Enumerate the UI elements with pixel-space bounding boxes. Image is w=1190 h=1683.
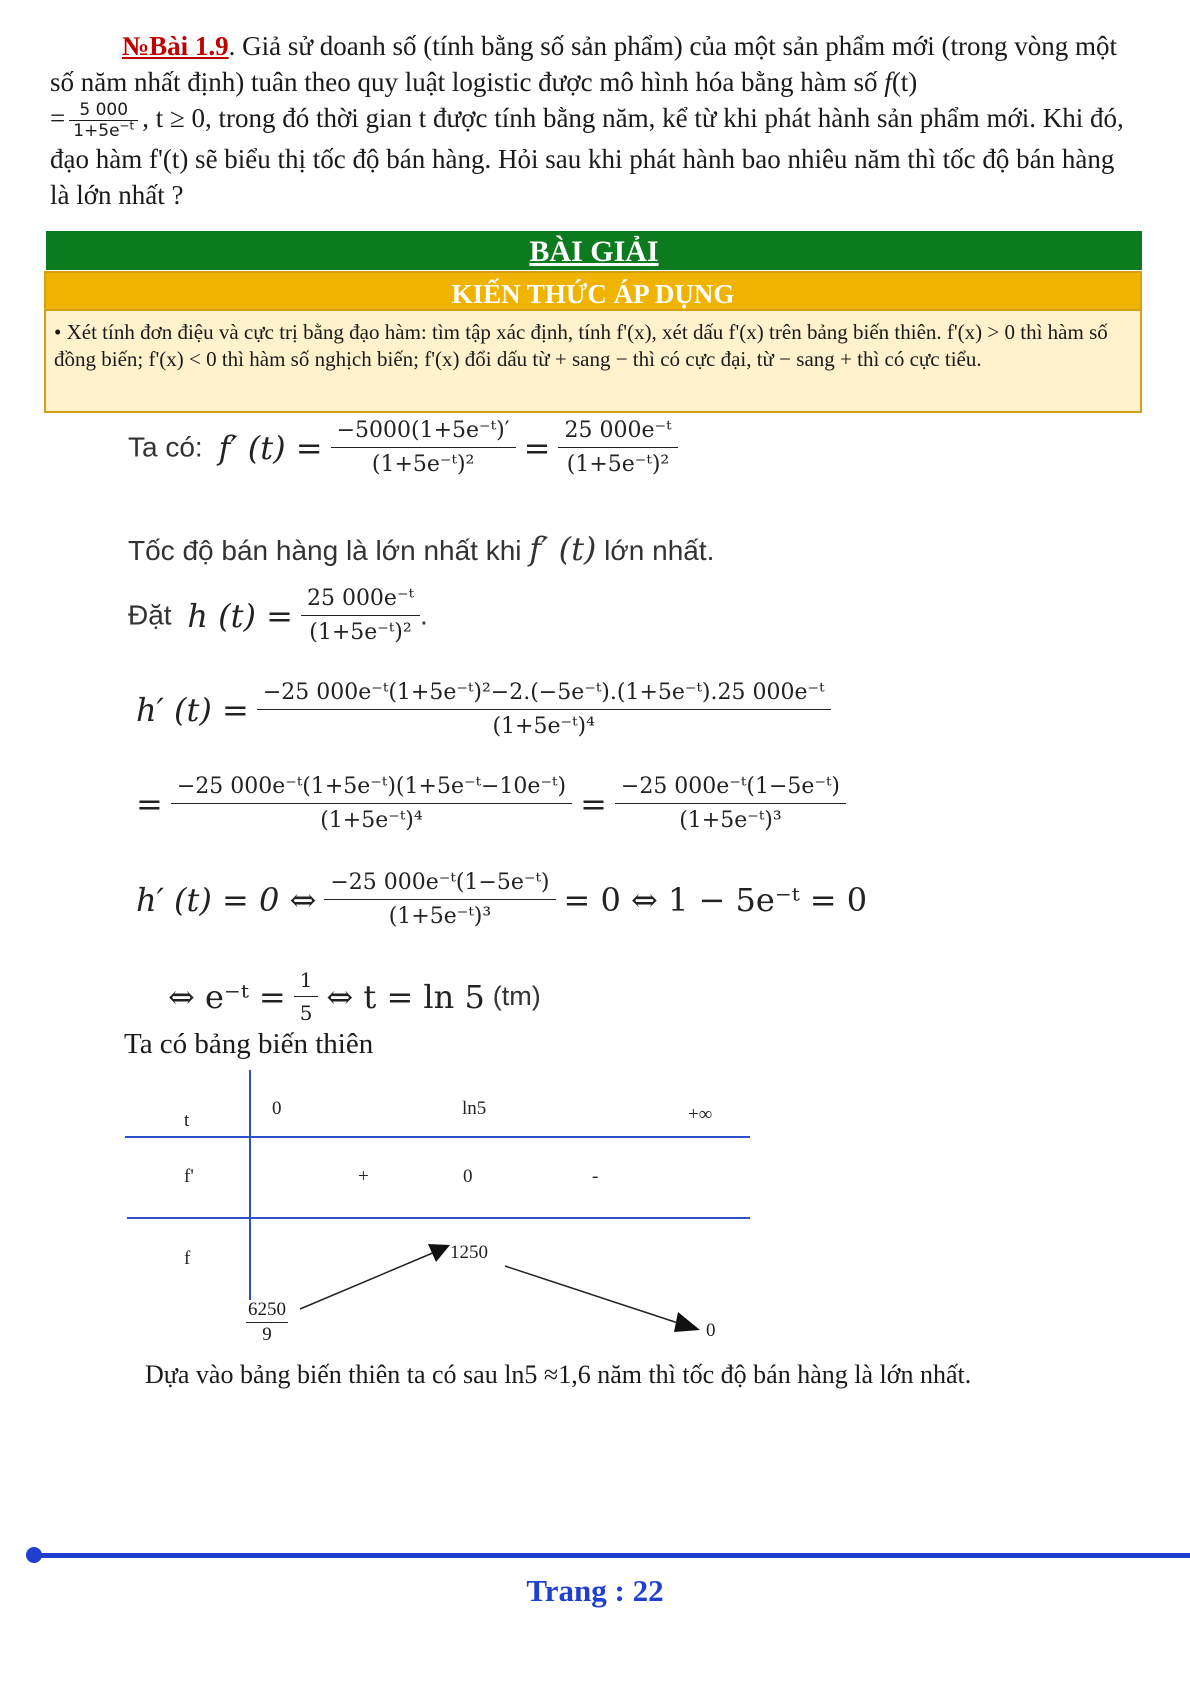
problem-func-arg: (t): [891, 67, 918, 97]
step4-lhs: h′ (t) =: [136, 690, 249, 729]
footer-dot: [26, 1547, 42, 1563]
step6-lhs: h′ (t) = 0 ⇔: [136, 880, 317, 919]
problem-text-2: , t ≥ 0, trong đó thời gian t được tính bằng năm, kể từ khi phát hành sản phẩm mới. Khi đó, đạo hàm f'(t) sẽ biểu thị tốc độ bán hàng. Hỏi sau khi phát hành bao nhiêu năm thì tốc độ bán hàng là lớn nhất ?: [50, 103, 1124, 211]
sign-minus: -: [592, 1166, 599, 1187]
problem-func: f: [884, 67, 892, 97]
step6-fraction: $\frac{\text{−25 000e⁻ᵗ(1−5e⁻ᵗ)}}{\text{(1+5e⁻ᵗ)³}}$: [324, 870, 555, 929]
step1-prefix: Ta có:: [128, 431, 211, 463]
row-label-t: t: [184, 1110, 190, 1131]
problem-eq-sign: =: [50, 103, 66, 133]
step-max-speed: Tốc độ bán hàng là lớn nhất khi f′ (t) lớn nhất.: [128, 530, 715, 568]
table-caption: Ta có bảng biến thiên: [124, 1028, 374, 1060]
conclusion: Dựa vào bảng biến thiên ta có sau ln5 ≈1,6 năm thì tốc độ bán hàng là lớn nhất.: [145, 1360, 972, 1389]
step7-tm: (tm): [492, 981, 541, 1011]
decrease-arrow-line: [505, 1266, 678, 1323]
step3-fraction: $\frac{\text{25 000e⁻ᵗ}}{\text{(1+5e⁻ᵗ)²}}$: [301, 586, 420, 645]
step5-fraction-1: $\frac{\text{−25 000e⁻ᵗ(1+5e⁻ᵗ)(1+5e⁻ᵗ−10e⁻ᵗ)}}{\text{(1+5e⁻ᵗ)⁴}}$: [171, 774, 572, 833]
f-end-value: 0: [706, 1320, 716, 1341]
step5-fraction-2: $\frac{\text{−25 000e⁻ᵗ(1−5e⁻ᵗ)}}{\text{(1+5e⁻ᵗ)³}}$: [615, 774, 846, 833]
row-label-f: f: [184, 1248, 191, 1269]
sign-zero: 0: [463, 1166, 473, 1187]
step1-fraction-2: $\frac{\text{25 000e⁻ᵗ}}{\text{(1+5e⁻ᵗ)²}}$: [558, 418, 677, 477]
step2-math: f′ (t): [529, 530, 597, 568]
solution-title: BÀI GIẢI: [46, 231, 1142, 270]
step-simplify: = $\frac{\text{−25 000e⁻ᵗ(1+5e⁻ᵗ)(1+5e⁻ᵗ−10e⁻ᵗ)}}{\text{(1+5e⁻ᵗ)⁴}}$ = $\frac{\text{−25 000e⁻ᵗ(1−5e⁻ᵗ)}}{\text{(1+5e⁻ᵗ)³}}$: [128, 774, 846, 833]
increase-arrow-line: [300, 1252, 435, 1309]
step-derivative: Ta có: f′ (t) = $\frac{\text{−5000(1+5e⁻ᵗ)′}}{\text{(1+5e⁻ᵗ)²}}$ = $\frac{\text{25 000e⁻ᵗ}}{\text{(1+5e⁻ᵗ)²}}$: [128, 418, 678, 477]
step1-lhs: f′ (t) =: [218, 428, 323, 467]
t-value-0: 0: [272, 1098, 282, 1119]
step1-fraction-1: $\frac{\text{−5000(1+5e⁻ᵗ)′}}{\text{(1+5e⁻ᵗ)²}}$: [331, 418, 516, 477]
f-max-value: 1250: [450, 1242, 488, 1263]
problem-label: №Bài 1.9: [122, 31, 229, 61]
knowledge-box: • Xét tính đơn điệu và cực trị bằng đạo hàm: tìm tập xác định, tính f'(x), xét dấu f'(x) trên bảng biến thiên. f'(x) > 0 thì hàm số đồng biến; f'(x) < 0 thì hàm số nghịch biến; f'(x) đổi dấu từ + sang − thì có cực đại, từ − sang + thì có cực tiểu.: [44, 311, 1142, 413]
knowledge-title: KIẾN THỨC ÁP DỤNG: [44, 271, 1142, 311]
t-value-inf: +∞: [688, 1104, 713, 1125]
footer-line: [30, 1553, 1190, 1558]
step3-lhs: h (t) =: [187, 596, 293, 635]
page-number: Trang : 22: [526, 1573, 664, 1608]
t-value-ln5: ln5: [462, 1098, 487, 1119]
sign-plus: +: [358, 1166, 369, 1187]
step6-rhs: = 0 ⇔ 1 − 5e⁻ᵗ = 0: [563, 880, 868, 919]
step7-fraction: $\frac{1}{5}$: [294, 968, 319, 1025]
problem-text-1: . Giả sử doanh số (tính bằng số sản phẩm) của một sản phẩm mới (trong vòng một số năm nhất định) tuân theo quy luật logistic được mô hình hóa bằng hàm số: [50, 31, 1117, 97]
step4-fraction: $\frac{\text{−25 000e⁻ᵗ(1+5e⁻ᵗ)²−2.(−5e⁻ᵗ).(1+5e⁻ᵗ).25 000e⁻ᵗ}}{\text{(1+5e⁻ᵗ)⁴}}$: [257, 680, 831, 739]
step-result: ⇔ e⁻ᵗ = $\frac{1}{5}$ ⇔ t = ln 5 (tm): [168, 968, 541, 1025]
step-define-h: Đặt h (t) = $\frac{\text{25 000e⁻ᵗ}}{\text{(1+5e⁻ᵗ)²}}$ .: [128, 586, 428, 645]
f-start-fraction: 6250 9: [248, 1299, 286, 1345]
row-label-fprime: f': [184, 1166, 194, 1187]
problem-frac-den: $1+5e^{-t}$: [73, 118, 135, 142]
decrease-arrow-head: [674, 1312, 700, 1332]
problem-frac-num: 5 000: [69, 100, 138, 121]
